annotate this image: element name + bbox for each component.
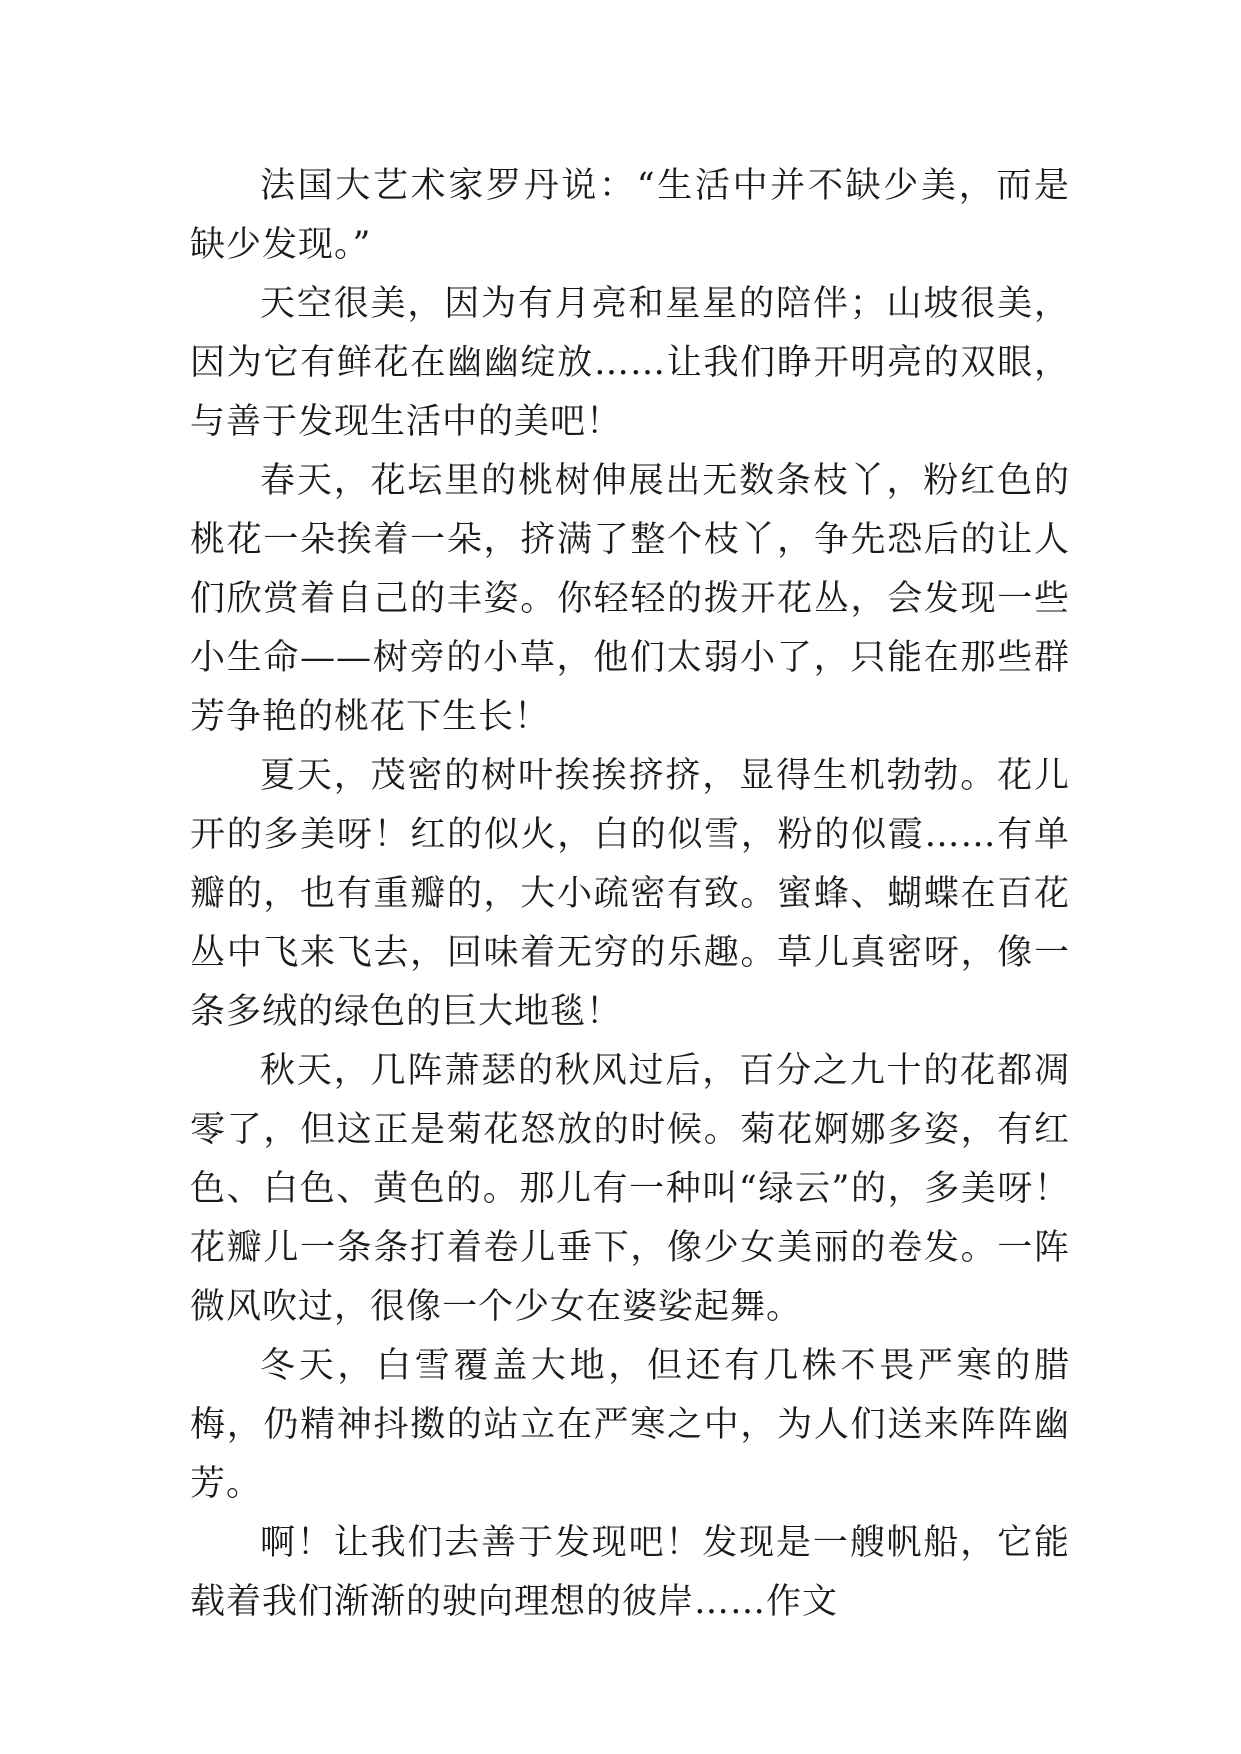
paragraph-intro: 天空很美，因为有月亮和星星的陪伴；山坡很美，因为它有鲜花在幽幽绽放……让我们睁开明亮的双眼，与善于发现生活中的美吧！ bbox=[190, 284, 1070, 442]
paragraph-winter: 冬天，白雪覆盖大地，但还有几株不畏严寒的腊梅，仍精神抖擞的站立在严寒之中，为人们送来阵阵幽芳。 bbox=[190, 1346, 1070, 1504]
essay-body bbox=[190, 157, 1070, 1632]
paragraph-autumn: 秋天，几阵萧瑟的秋风过后，百分之九十的花都凋零了，但这正是菊花怒放的时候。菊花婀娜多姿，有红色、白色、黄色的。那儿有一种叫“绿云”的，多美呀！花瓣儿一条条打着卷儿垂下，像少女美丽的卷发。一阵微风吹过，很像一个少女在婆娑起舞。 bbox=[190, 1051, 1070, 1327]
paragraph-conclusion: 啊！让我们去善于发现吧！发现是一艘帆船，它能载着我们渐渐的驶向理想的彼岸……作文 bbox=[190, 1523, 1070, 1622]
paragraph-quote: 法国大艺术家罗丹说：“生活中并不缺少美，而是缺少发现。” bbox=[190, 166, 1070, 265]
paragraph-summer: 夏天，茂密的树叶挨挨挤挤，显得生机勃勃。花儿开的多美呀！红的似火，白的似雪，粉的似霞……有单瓣的，也有重瓣的，大小疏密有致。蜜蜂、蝴蝶在百花丛中飞来飞去，回味着无穷的乐趣。草儿真密呀，像一条多绒的绿色的巨大地毯！ bbox=[190, 756, 1070, 1032]
paragraph-spring: 春天，花坛里的桃树伸展出无数条枝丫，粉红色的桃花一朵挨着一朵，挤满了整个枝丫，争先恐后的让人们欣赏着自己的丰姿。你轻轻的拨开花丛，会发现一些小生命——树旁的小草，他们太弱小了，只能在那些群芳争艳的桃花下生长！ bbox=[190, 461, 1070, 737]
